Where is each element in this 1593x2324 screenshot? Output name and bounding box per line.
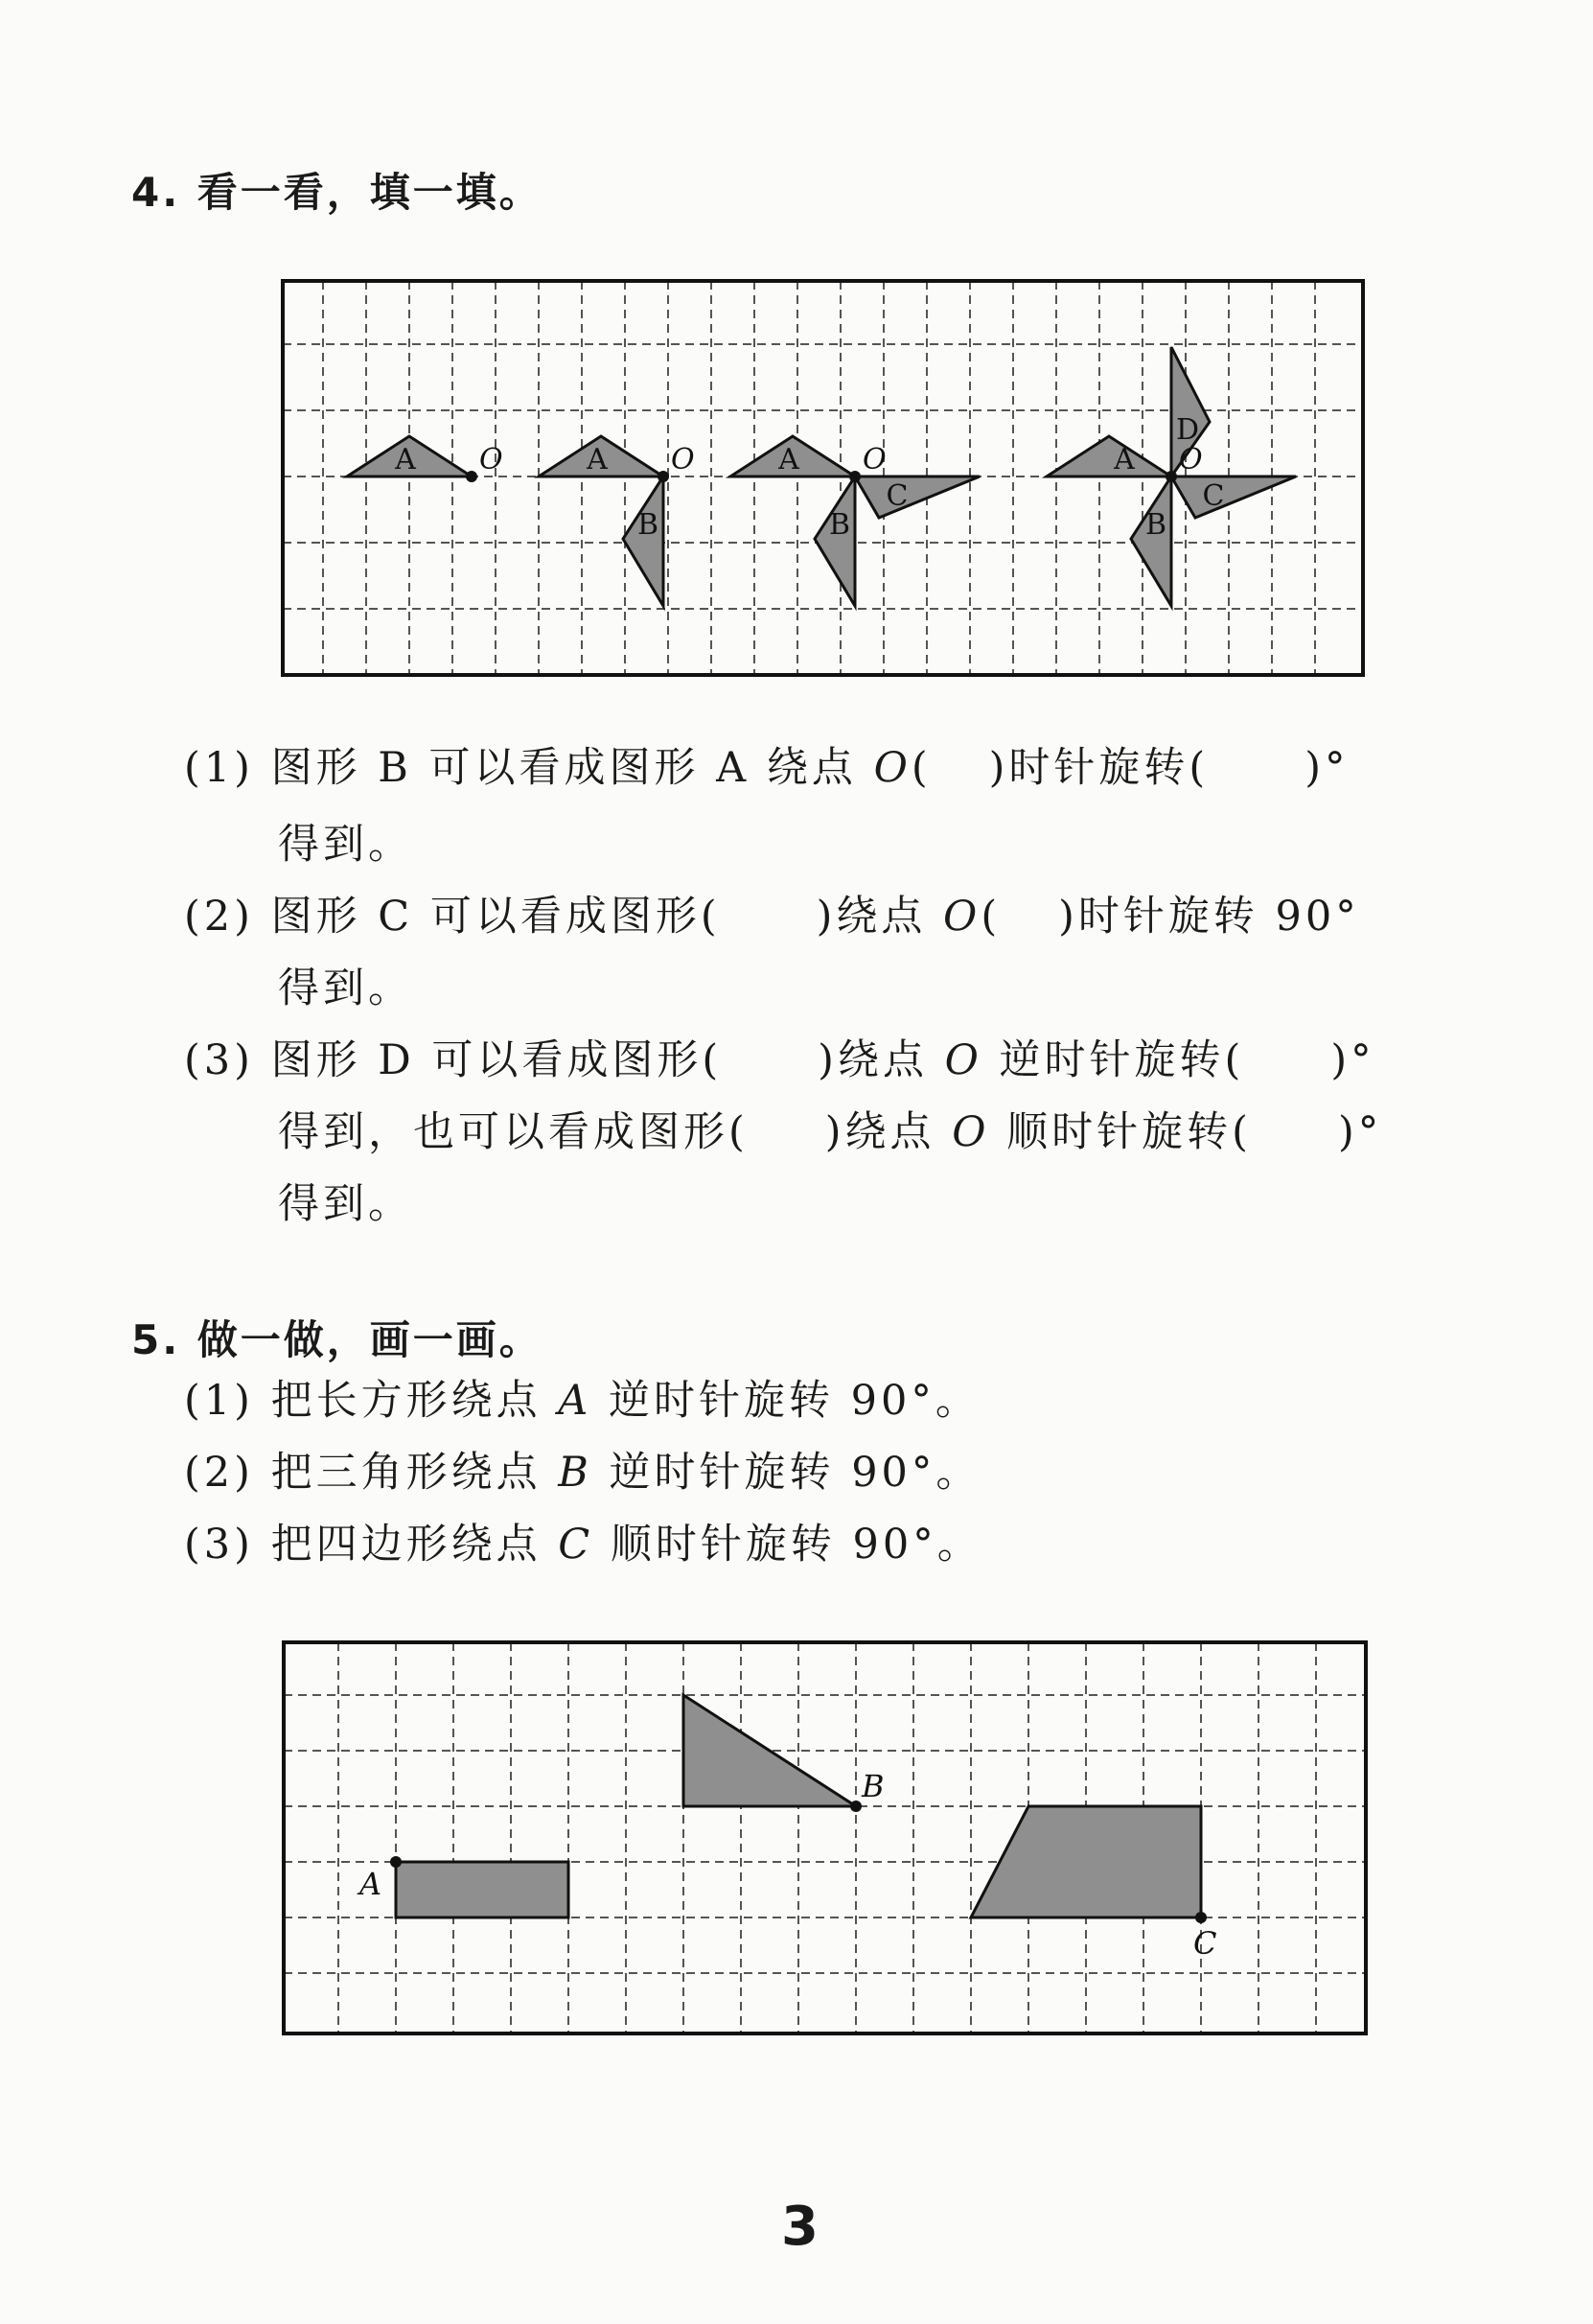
q4-fig4-label-o: O xyxy=(1179,443,1203,476)
q5-item-3: (3) 把四边形绕点 C 顺时针旋转 90°。 xyxy=(184,1521,982,1569)
point-o: O xyxy=(944,1036,982,1084)
q4-fig2-label-b: B xyxy=(636,508,659,542)
q4-fig1-label-o: O xyxy=(479,443,503,476)
point-a: A xyxy=(558,1377,592,1425)
point-c: C xyxy=(558,1521,594,1569)
q4-item-3-line-2: 得到，也可以看成图形( )绕点 O 顺时针旋转( )° xyxy=(278,1108,1383,1156)
q4-fig3-label-b: B xyxy=(828,508,851,542)
q4-title: 4. 看一看，填一填。 xyxy=(131,169,543,216)
q5-figure[interactable] xyxy=(281,1639,1370,2037)
q5-title: 5. 做一做，画一画。 xyxy=(131,1316,543,1363)
q4-item-1-line-2: 得到。 xyxy=(278,821,413,869)
point-o: O xyxy=(873,744,912,792)
q4-figure xyxy=(280,278,1367,679)
point-o: O xyxy=(943,893,981,941)
q4-fig3-label-a: A xyxy=(778,443,799,476)
q4-fig4-label-c: C xyxy=(1202,479,1225,513)
q4-fig4-shape-c xyxy=(1171,476,1296,518)
q4-fig4-shape-a xyxy=(1047,436,1171,476)
q4-fig3-point-o xyxy=(849,471,861,482)
q5-label-a: A xyxy=(359,1866,382,1902)
q4-item-2-line-2: 得到。 xyxy=(278,964,413,1012)
q4-fig3-label-c: C xyxy=(886,479,909,513)
q5-point-b xyxy=(850,1801,862,1812)
q5-label-b: B xyxy=(862,1768,885,1804)
q4-item-1-line-1: (1) 图形 B 可以看成图形 A 绕点 O( )时针旋转( )° xyxy=(184,744,1350,792)
q5-grid xyxy=(284,1642,1366,2034)
q5-label-c: C xyxy=(1193,1925,1217,1962)
q5-point-c xyxy=(1195,1912,1207,1923)
q5-rectangle xyxy=(396,1862,568,1917)
q4-fig3-shape-c xyxy=(855,476,980,518)
q5-item-2: (2) 把三角形绕点 B 逆时针旋转 90°。 xyxy=(184,1449,981,1497)
q4-fig2-point-o xyxy=(658,471,669,482)
page-number: 3 xyxy=(781,2196,819,2258)
q4-item-2-line-1: (2) 图形 C 可以看成图形( )绕点 O( )时针旋转 90° xyxy=(184,893,1360,941)
q4-fig1-label-a: A xyxy=(395,443,416,476)
q5-quadrilateral xyxy=(971,1806,1201,1917)
q4-fig4-label-a: A xyxy=(1114,443,1135,476)
q4-item-3-line-3: 得到。 xyxy=(278,1180,413,1228)
q4-fig4-point-o xyxy=(1166,471,1177,482)
point-o: O xyxy=(952,1108,990,1156)
q4-fig3-label-o: O xyxy=(863,443,887,476)
q4-fig4-label-d: D xyxy=(1175,413,1200,447)
q4-fig1-point-o xyxy=(466,471,477,482)
q5-item-1: (1) 把长方形绕点 A 逆时针旋转 90°。 xyxy=(184,1377,981,1425)
q4-fig2-label-o: O xyxy=(671,443,695,476)
q4-fig2-label-a: A xyxy=(587,443,608,476)
q5-point-a xyxy=(390,1856,402,1868)
q4-item-3-line-1: (3) 图形 D 可以看成图形( )绕点 O 逆时针旋转( )° xyxy=(184,1036,1375,1084)
q5-grid-border xyxy=(284,1642,1366,2034)
q4-fig4-label-b: B xyxy=(1144,508,1167,542)
point-b: B xyxy=(558,1449,592,1497)
